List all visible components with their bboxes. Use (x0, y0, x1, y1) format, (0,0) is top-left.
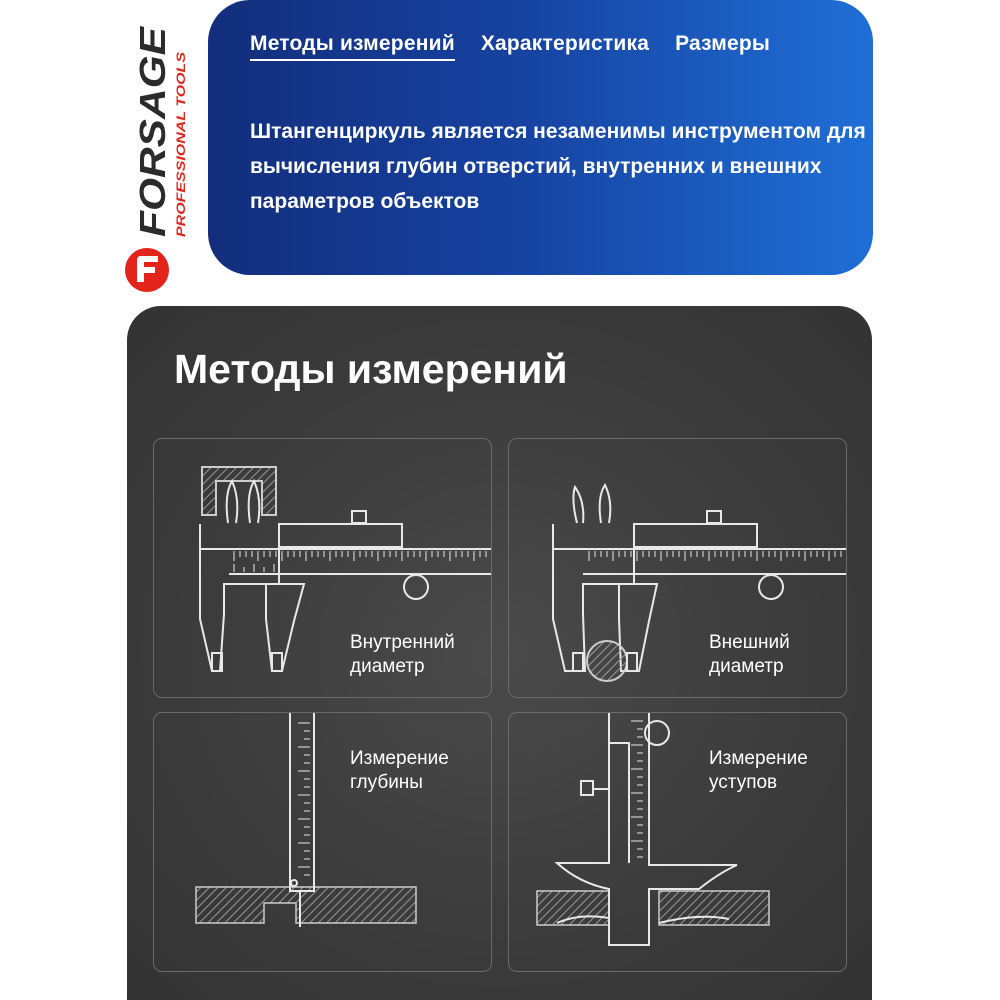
card-label-depth: Измерение глубины (350, 748, 449, 793)
caliper-outer-diameter-icon (509, 439, 846, 697)
card-label-outer-diameter: Внешний диаметр (709, 632, 790, 677)
card-label-step: Измерение уступов (709, 748, 808, 793)
product-description: Штангенциркуль является незаменимы инструментом для вычисления глубин отверстий, внутренних и внешних параметров объектов (250, 120, 866, 213)
measurement-methods-panel (127, 306, 872, 1000)
brand-name: FORSAGE (132, 58, 173, 237)
tab-characteristics[interactable]: Характеристика (480, 32, 650, 55)
card-inner-diameter (153, 438, 492, 698)
section-title: Методы измерений (174, 346, 568, 392)
card-depth (153, 712, 492, 972)
brand-tagline: PROFESSIONAL TOOLS (174, 98, 188, 237)
card-label-inner-diameter: Внутренний диаметр (350, 632, 455, 677)
tab-dimensions[interactable]: Размеры (675, 32, 771, 55)
card-outer-diameter (508, 438, 847, 698)
tab-measurement-methods[interactable]: Методы измерений (250, 32, 455, 61)
tab-bar (250, 32, 770, 61)
forsage-logo (120, 12, 200, 302)
card-step (508, 712, 847, 972)
header-banner (208, 0, 873, 275)
